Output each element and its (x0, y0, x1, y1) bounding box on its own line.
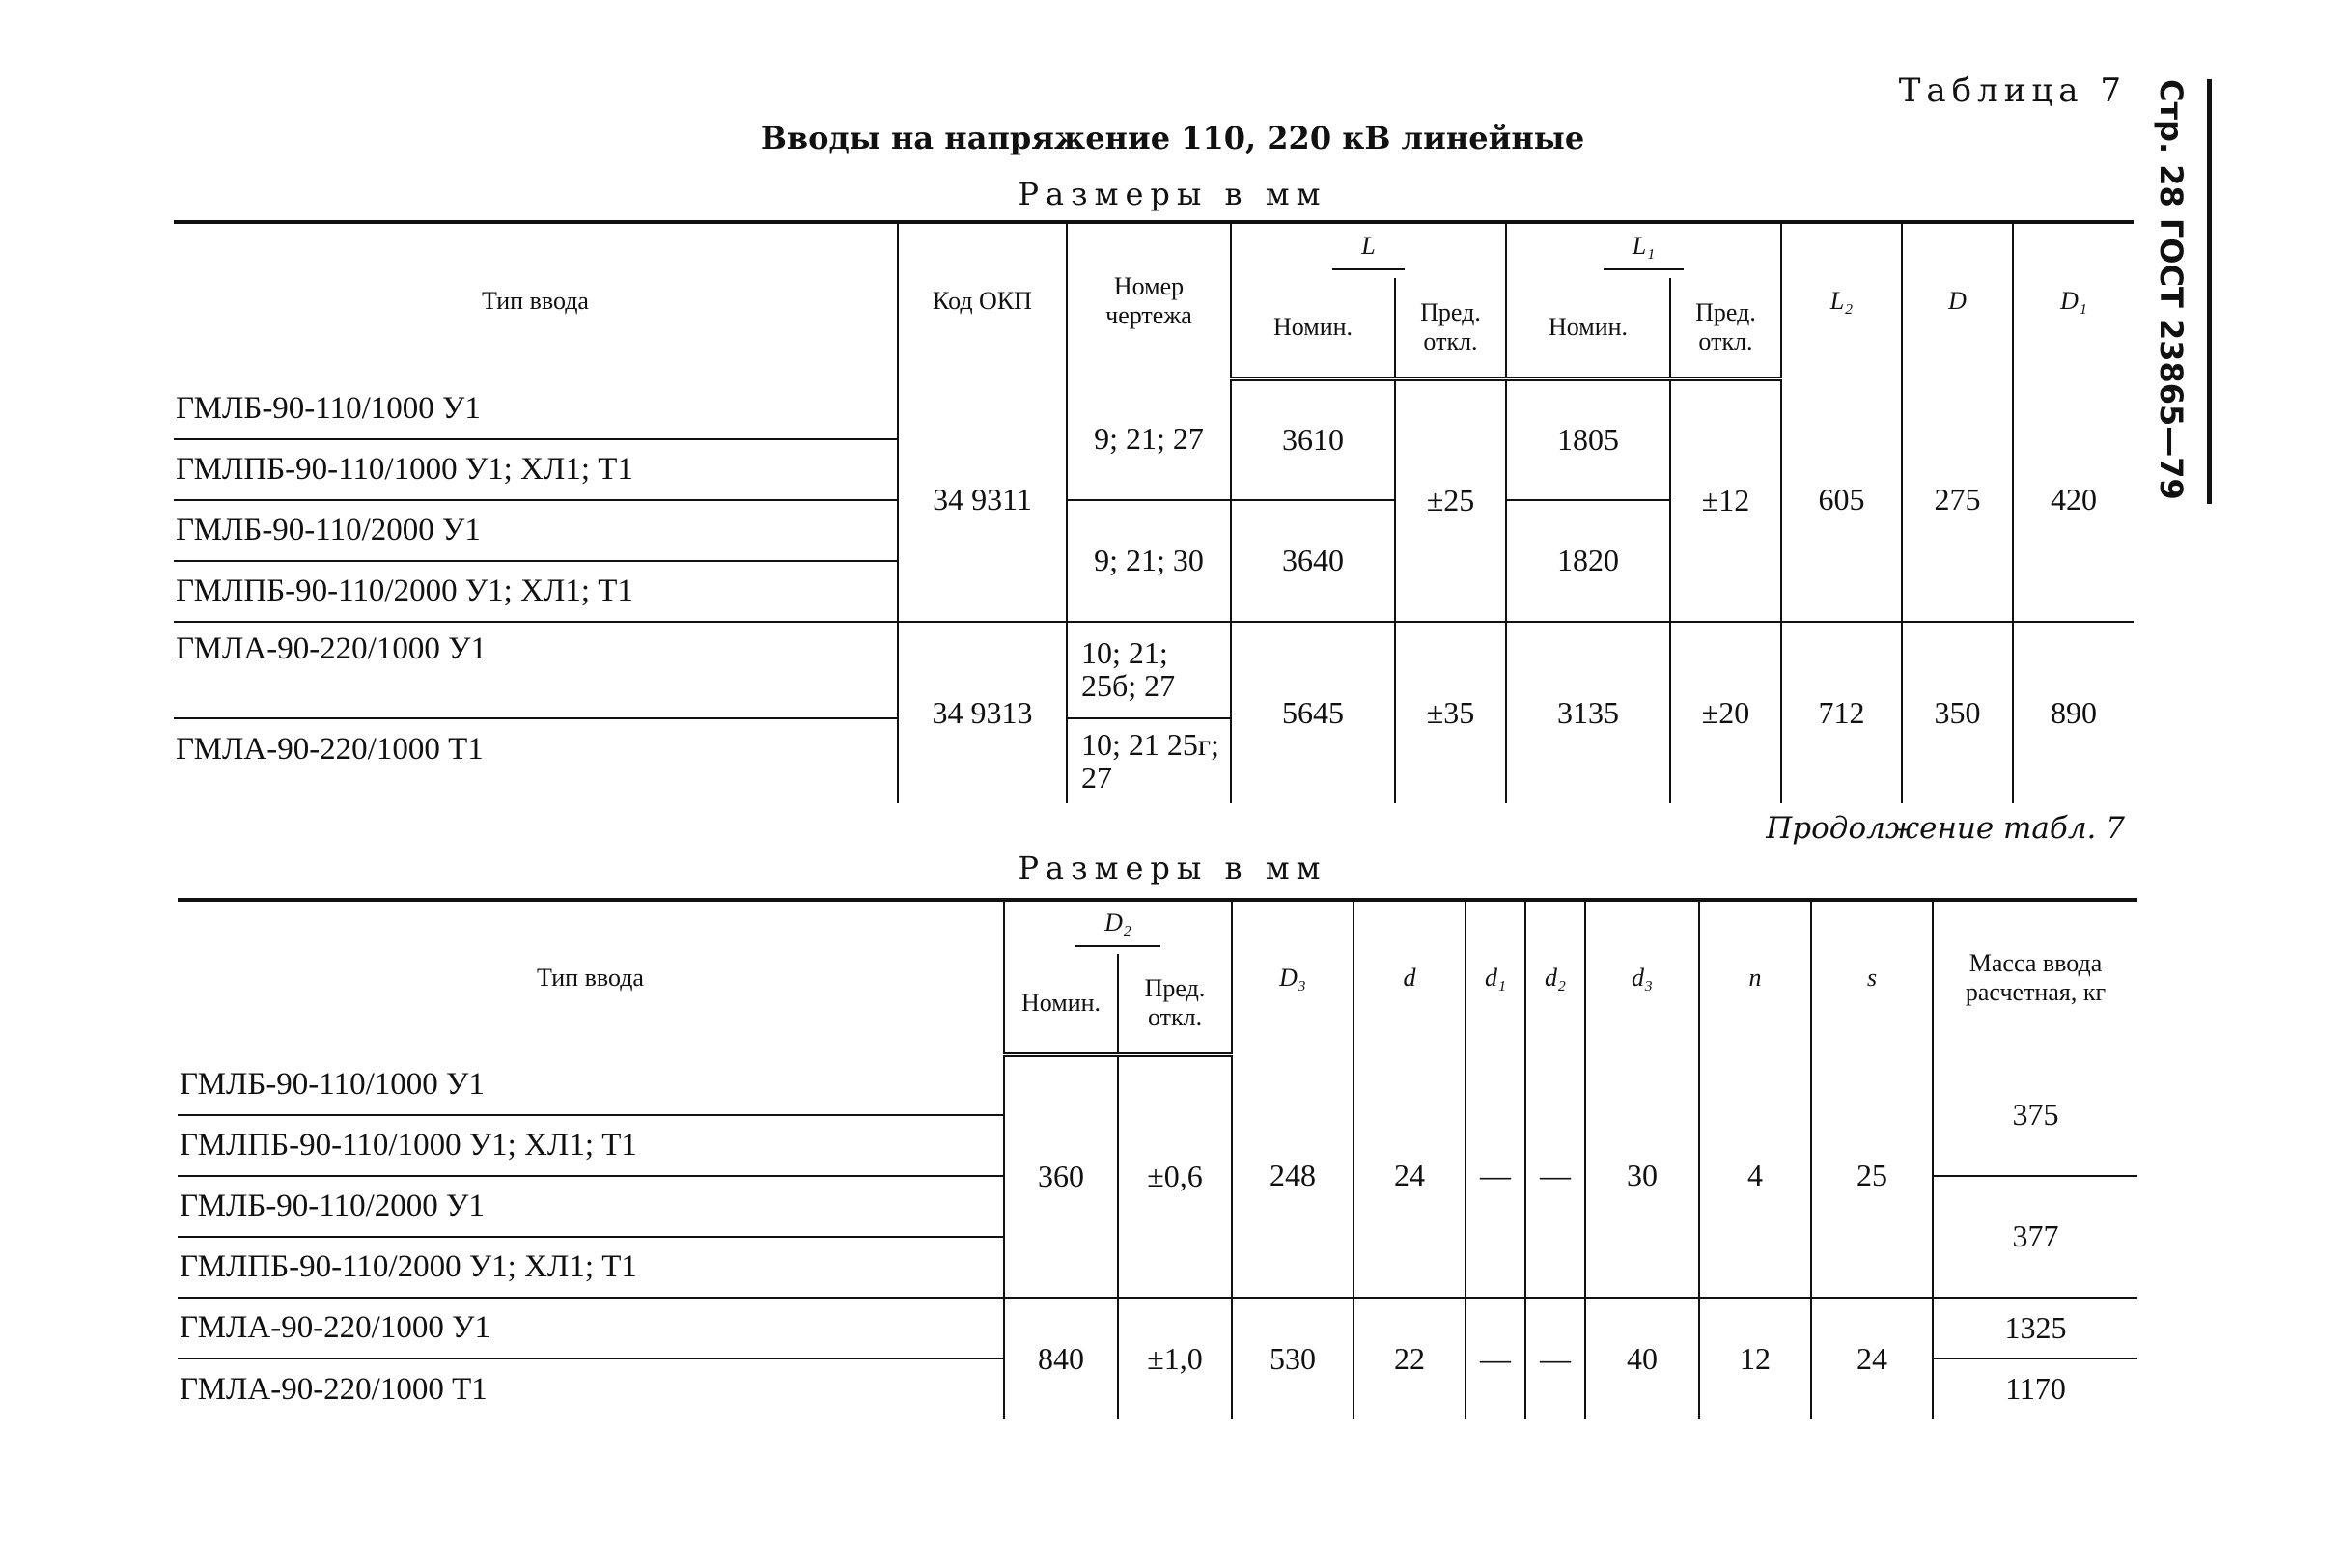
L-dev-value: ±35 (1395, 622, 1506, 803)
table-1 (174, 220, 2134, 803)
table-row: ГМЛА-90-220/1000 Т1 (174, 718, 898, 803)
D2-nom-value: 840 (1004, 1298, 1118, 1419)
header-s: s (1811, 900, 1933, 1054)
d1-value: — (1466, 1054, 1525, 1298)
mass-value: 377 (1933, 1176, 2137, 1298)
header-drawing: Номер чертежа (1067, 222, 1231, 378)
L-nom-value: 3640 (1231, 500, 1395, 622)
header-L1: L₁ (1506, 222, 1781, 278)
s-value: 25 (1811, 1054, 1933, 1298)
header-okp: Код ОКП (898, 222, 1067, 378)
D3-value: 248 (1232, 1054, 1354, 1298)
header-L2: L₂ (1781, 222, 1902, 378)
d3-value: 30 (1585, 1054, 1699, 1298)
okp-value: 34 9311 (898, 378, 1067, 622)
L-nom-value: 5645 (1231, 622, 1395, 803)
d2-value: — (1525, 1054, 1585, 1298)
header-D: D (1902, 222, 2013, 378)
D2-nom-value: 360 (1004, 1054, 1118, 1298)
dimensions-caption-2: Размеры в мм (1018, 850, 1327, 886)
d3-value: 40 (1585, 1298, 1699, 1419)
mass-value: 1170 (2005, 1371, 2066, 1407)
header-L1-nom: Номин. (1506, 278, 1670, 378)
D2-dev-value: ±0,6 (1118, 1054, 1232, 1298)
L1-nom-value: 3135 (1506, 622, 1670, 803)
drawing-value: 10; 21; 25б; 27 (1067, 622, 1231, 718)
d-value: 24 (1354, 1054, 1466, 1298)
L-nom-value: 3610 (1231, 378, 1395, 500)
table-row: ГМЛА-90-220/1000 Т1 (178, 1358, 1004, 1419)
table-row: ГМЛБ-90-110/1000 У1 (178, 1054, 1004, 1115)
L-dev-value: ±25 (1395, 378, 1506, 622)
header-d2: d₂ (1525, 900, 1585, 1054)
side-header-text: Стр. 28 ГОСТ 23865—79 (2153, 79, 2190, 500)
table-row: ГМЛПБ-90-110/2000 У1; ХЛ1; Т1 (174, 561, 898, 622)
D-value: 275 (1902, 378, 2013, 622)
table-2 (178, 898, 2137, 1419)
L1-nom-value: 1820 (1506, 500, 1670, 622)
L2-value: 712 (1781, 622, 1902, 803)
n-value: 4 (1699, 1054, 1811, 1298)
D1-value: 420 (2013, 378, 2134, 622)
header-L1-dev: Пред. откл. (1670, 278, 1781, 378)
table-row: ГМЛА-90-220/1000 У1 (174, 622, 898, 718)
L1-dev-value: ±20 (1670, 622, 1781, 803)
header-D2: D₂ (1004, 900, 1232, 954)
header-D2-dev: Пред. откл. (1118, 954, 1232, 1054)
D-value: 350 (1902, 622, 2013, 803)
d-value: 22 (1354, 1298, 1466, 1419)
continuation-caption: Продолжение табл. 7 (1766, 811, 2125, 846)
header-L-dev: Пред. откл. (1395, 278, 1506, 378)
header-d3: d₃ (1585, 900, 1699, 1054)
D2-dev-value: ±1,0 (1118, 1298, 1232, 1419)
n-value: 12 (1699, 1298, 1811, 1419)
s-value: 24 (1811, 1298, 1933, 1419)
L1-nom-value: 1805 (1506, 378, 1670, 500)
drawing-value: 9; 21; 27 (1067, 378, 1231, 500)
header-D1: D₁ (2013, 222, 2134, 378)
drawing-value: 10; 21 25г; 27 (1067, 718, 1231, 803)
mass-value: 1325 (1933, 1298, 2137, 1358)
header-D3: D₃ (1232, 900, 1354, 1054)
D3-value: 530 (1232, 1298, 1354, 1419)
header-d: d (1354, 900, 1466, 1054)
table-row: ГМЛА-90-220/1000 У1 (178, 1298, 1004, 1358)
L2-value: 605 (1781, 378, 1902, 622)
d2-value: — (1525, 1298, 1585, 1419)
drawing-value: 9; 21; 30 (1067, 500, 1231, 622)
table-row: ГМЛПБ-90-110/1000 У1; ХЛ1; Т1 (178, 1115, 1004, 1176)
header-n: n (1699, 900, 1811, 1054)
table-row: ГМЛПБ-90-110/1000 У1; ХЛ1; Т1 (174, 439, 898, 500)
table-row: ГМЛБ-90-110/2000 У1 (174, 500, 898, 561)
mass-value: 375 (1933, 1054, 2137, 1176)
table-number: Таблица 7 (1898, 71, 2127, 110)
header-type: Тип ввода (174, 222, 898, 378)
d1-value: — (1466, 1298, 1525, 1419)
table-row: ГМЛБ-90-110/1000 У1 (174, 378, 898, 439)
header-L-nom: Номин. (1231, 278, 1395, 378)
okp-value: 34 9313 (898, 622, 1067, 803)
L1-dev-value: ±12 (1670, 378, 1781, 622)
header-D2-nom: Номин. (1004, 954, 1118, 1054)
header-type: Тип ввода (178, 900, 1004, 1054)
page-title: Вводы на напряжение 110, 220 кВ линейные (760, 120, 1585, 156)
table-row: ГМЛПБ-90-110/2000 У1; ХЛ1; Т1 (178, 1237, 1004, 1298)
header-L: L (1231, 222, 1506, 278)
table-row: ГМЛБ-90-110/2000 У1 (178, 1176, 1004, 1237)
header-mass: Масса ввода расчетная, кг (1933, 900, 2137, 1054)
dimensions-caption-1: Размеры в мм (1018, 176, 1327, 212)
header-d1: d₁ (1466, 900, 1525, 1054)
D1-value: 890 (2051, 694, 2097, 730)
